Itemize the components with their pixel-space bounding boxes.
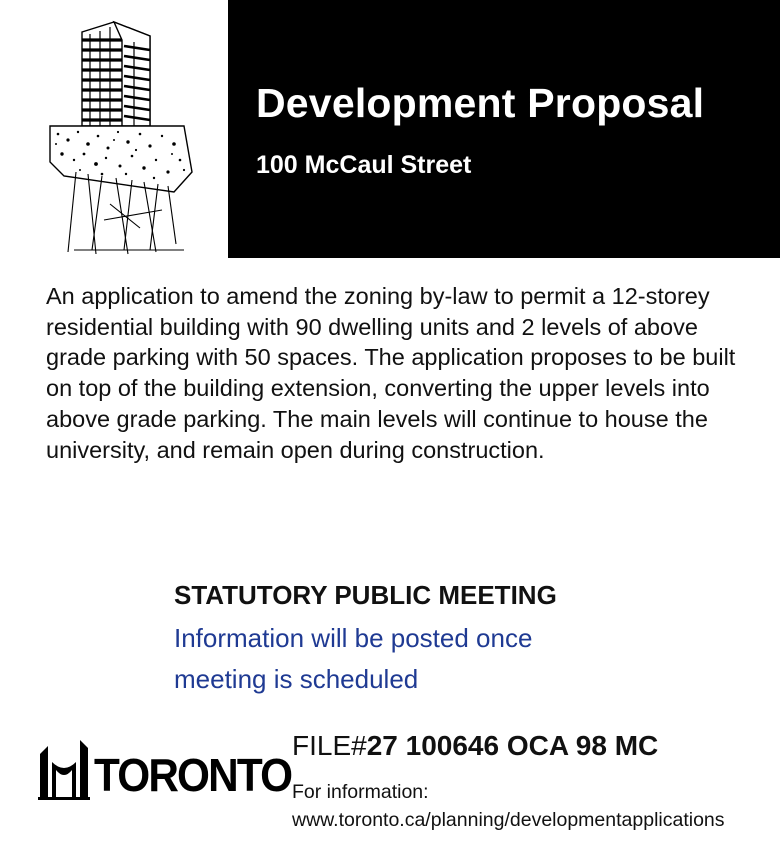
toronto-wordmark: TORONTO [94, 749, 292, 801]
building-illustration [44, 14, 194, 259]
file-number [292, 730, 658, 762]
toronto-logo [38, 736, 292, 806]
toronto-skyline-logo-icon [38, 740, 90, 800]
meeting-heading: STATUTORY PUBLIC MEETING [174, 580, 557, 610]
contact-info [292, 778, 725, 834]
file-prefix: FILE# [292, 730, 367, 761]
notice-title: Development Proposal [256, 80, 705, 126]
meeting-section [174, 578, 694, 700]
notice-address: 100 McCaul Street [256, 151, 472, 179]
title-banner [228, 0, 780, 258]
meeting-info: Information will be posted once meeting is scheduled [174, 623, 533, 694]
contact-url[interactable]: www.toronto.ca/planning/developmentapplications [292, 809, 725, 831]
proposal-description: An application to amend the zoning by-law to permit a 12-storey residential building with 90 dwelling units and 2 levels of above grade parking with 50 spaces. The application proposes to be built on top of the building extension, converting the upper levels into above grade parking. The main levels will continue to house the university, and remain open during construction. [46, 283, 736, 463]
file-code: 27 100646 OCA 98 MC [366, 730, 659, 761]
contact-label: For information: [292, 781, 429, 803]
